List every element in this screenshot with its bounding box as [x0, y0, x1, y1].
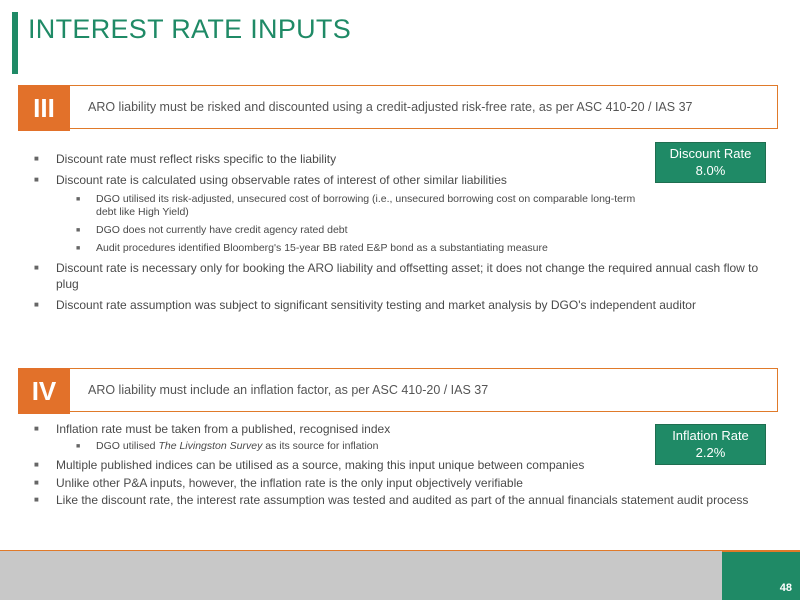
inflation-rate-callout	[655, 424, 766, 465]
bullet-icon: ■	[34, 495, 39, 504]
list-item: ■ Discount rate must reflect risks specific to the liability	[34, 152, 337, 166]
list-item: ■ Multiple published indices can be utilised as a source, making this input unique between companies	[34, 458, 585, 472]
title-accent-bar	[12, 12, 18, 74]
list-item: ■ Discount rate is calculated using observable rates of interest of other similar liabilities	[34, 173, 507, 187]
discount-rate-callout	[655, 142, 766, 183]
list-item: ■ Like the discount rate, the interest rate assumption was tested and audited as part of the annual financials statement audit process	[34, 493, 749, 507]
list-item: ■ Discount rate is necessary only for booking the ARO liability and offsetting asset; it does not change the required annual cash flow to plug	[34, 261, 759, 291]
list-item: ■ Discount rate assumption was subject to significant sensitivity testing and market analysis by DGO's independent auditor	[34, 298, 696, 312]
section-header-iv	[18, 368, 778, 412]
page-number-box	[722, 552, 800, 600]
list-item: ■ Unlike other P&A inputs, however, the inflation rate is the only input objectively verifiable	[34, 476, 523, 490]
list-item: ■ Audit procedures identified Bloomberg's 15-year BB rated E&P bond as a substantiating measure	[76, 242, 548, 254]
footer-bar	[0, 551, 722, 600]
section-header-text-iv: ARO liability must include an inflation factor, as per ASC 410-20 / IAS 37	[88, 383, 489, 397]
section-tag-iii: III	[18, 85, 70, 131]
bullet-icon: ■	[76, 443, 81, 450]
bullet-icon: ■	[34, 154, 39, 163]
bullet-icon: ■	[76, 196, 81, 203]
bullet-icon: ■	[34, 478, 39, 487]
bullet-icon: ■	[34, 300, 39, 309]
list-item: ■ DGO utilised The Livingston Survey as its source for inflation	[76, 440, 379, 452]
bullet-icon: ■	[34, 460, 39, 469]
page-title: INTEREST RATE INPUTS	[28, 14, 352, 44]
bullet-icon: ■	[76, 245, 81, 252]
inflation-rate-label: Inflation Rate	[672, 428, 749, 443]
discount-rate-label: Discount Rate	[669, 146, 752, 161]
section-header-text-iii: ARO liability must be risked and discounted using a credit-adjusted risk-free rate, as per ASC 410-20 / IAS 37	[88, 100, 693, 114]
discount-rate-value: 8.0%	[695, 163, 726, 178]
inflation-rate-value: 2.2%	[695, 445, 726, 460]
list-item: ■ Inflation rate must be taken from a published, recognised index	[34, 422, 391, 436]
bullet-icon: ■	[34, 263, 39, 272]
source-name: The Livingston Survey	[158, 440, 263, 452]
bullet-icon: ■	[34, 175, 39, 184]
bullet-icon: ■	[76, 227, 81, 234]
list-item: ■ DGO does not currently have credit agency rated debt	[76, 224, 348, 236]
list-item: ■ DGO utilised its risk-adjusted, unsecured cost of borrowing (i.e., unsecured borrowing cost on comparable long-term debt like High Yield)	[76, 193, 636, 218]
section-tag-iv: IV	[18, 368, 70, 414]
bullet-icon: ■	[34, 424, 39, 433]
page-number: 48	[779, 582, 792, 594]
section-header-iii	[18, 85, 778, 129]
